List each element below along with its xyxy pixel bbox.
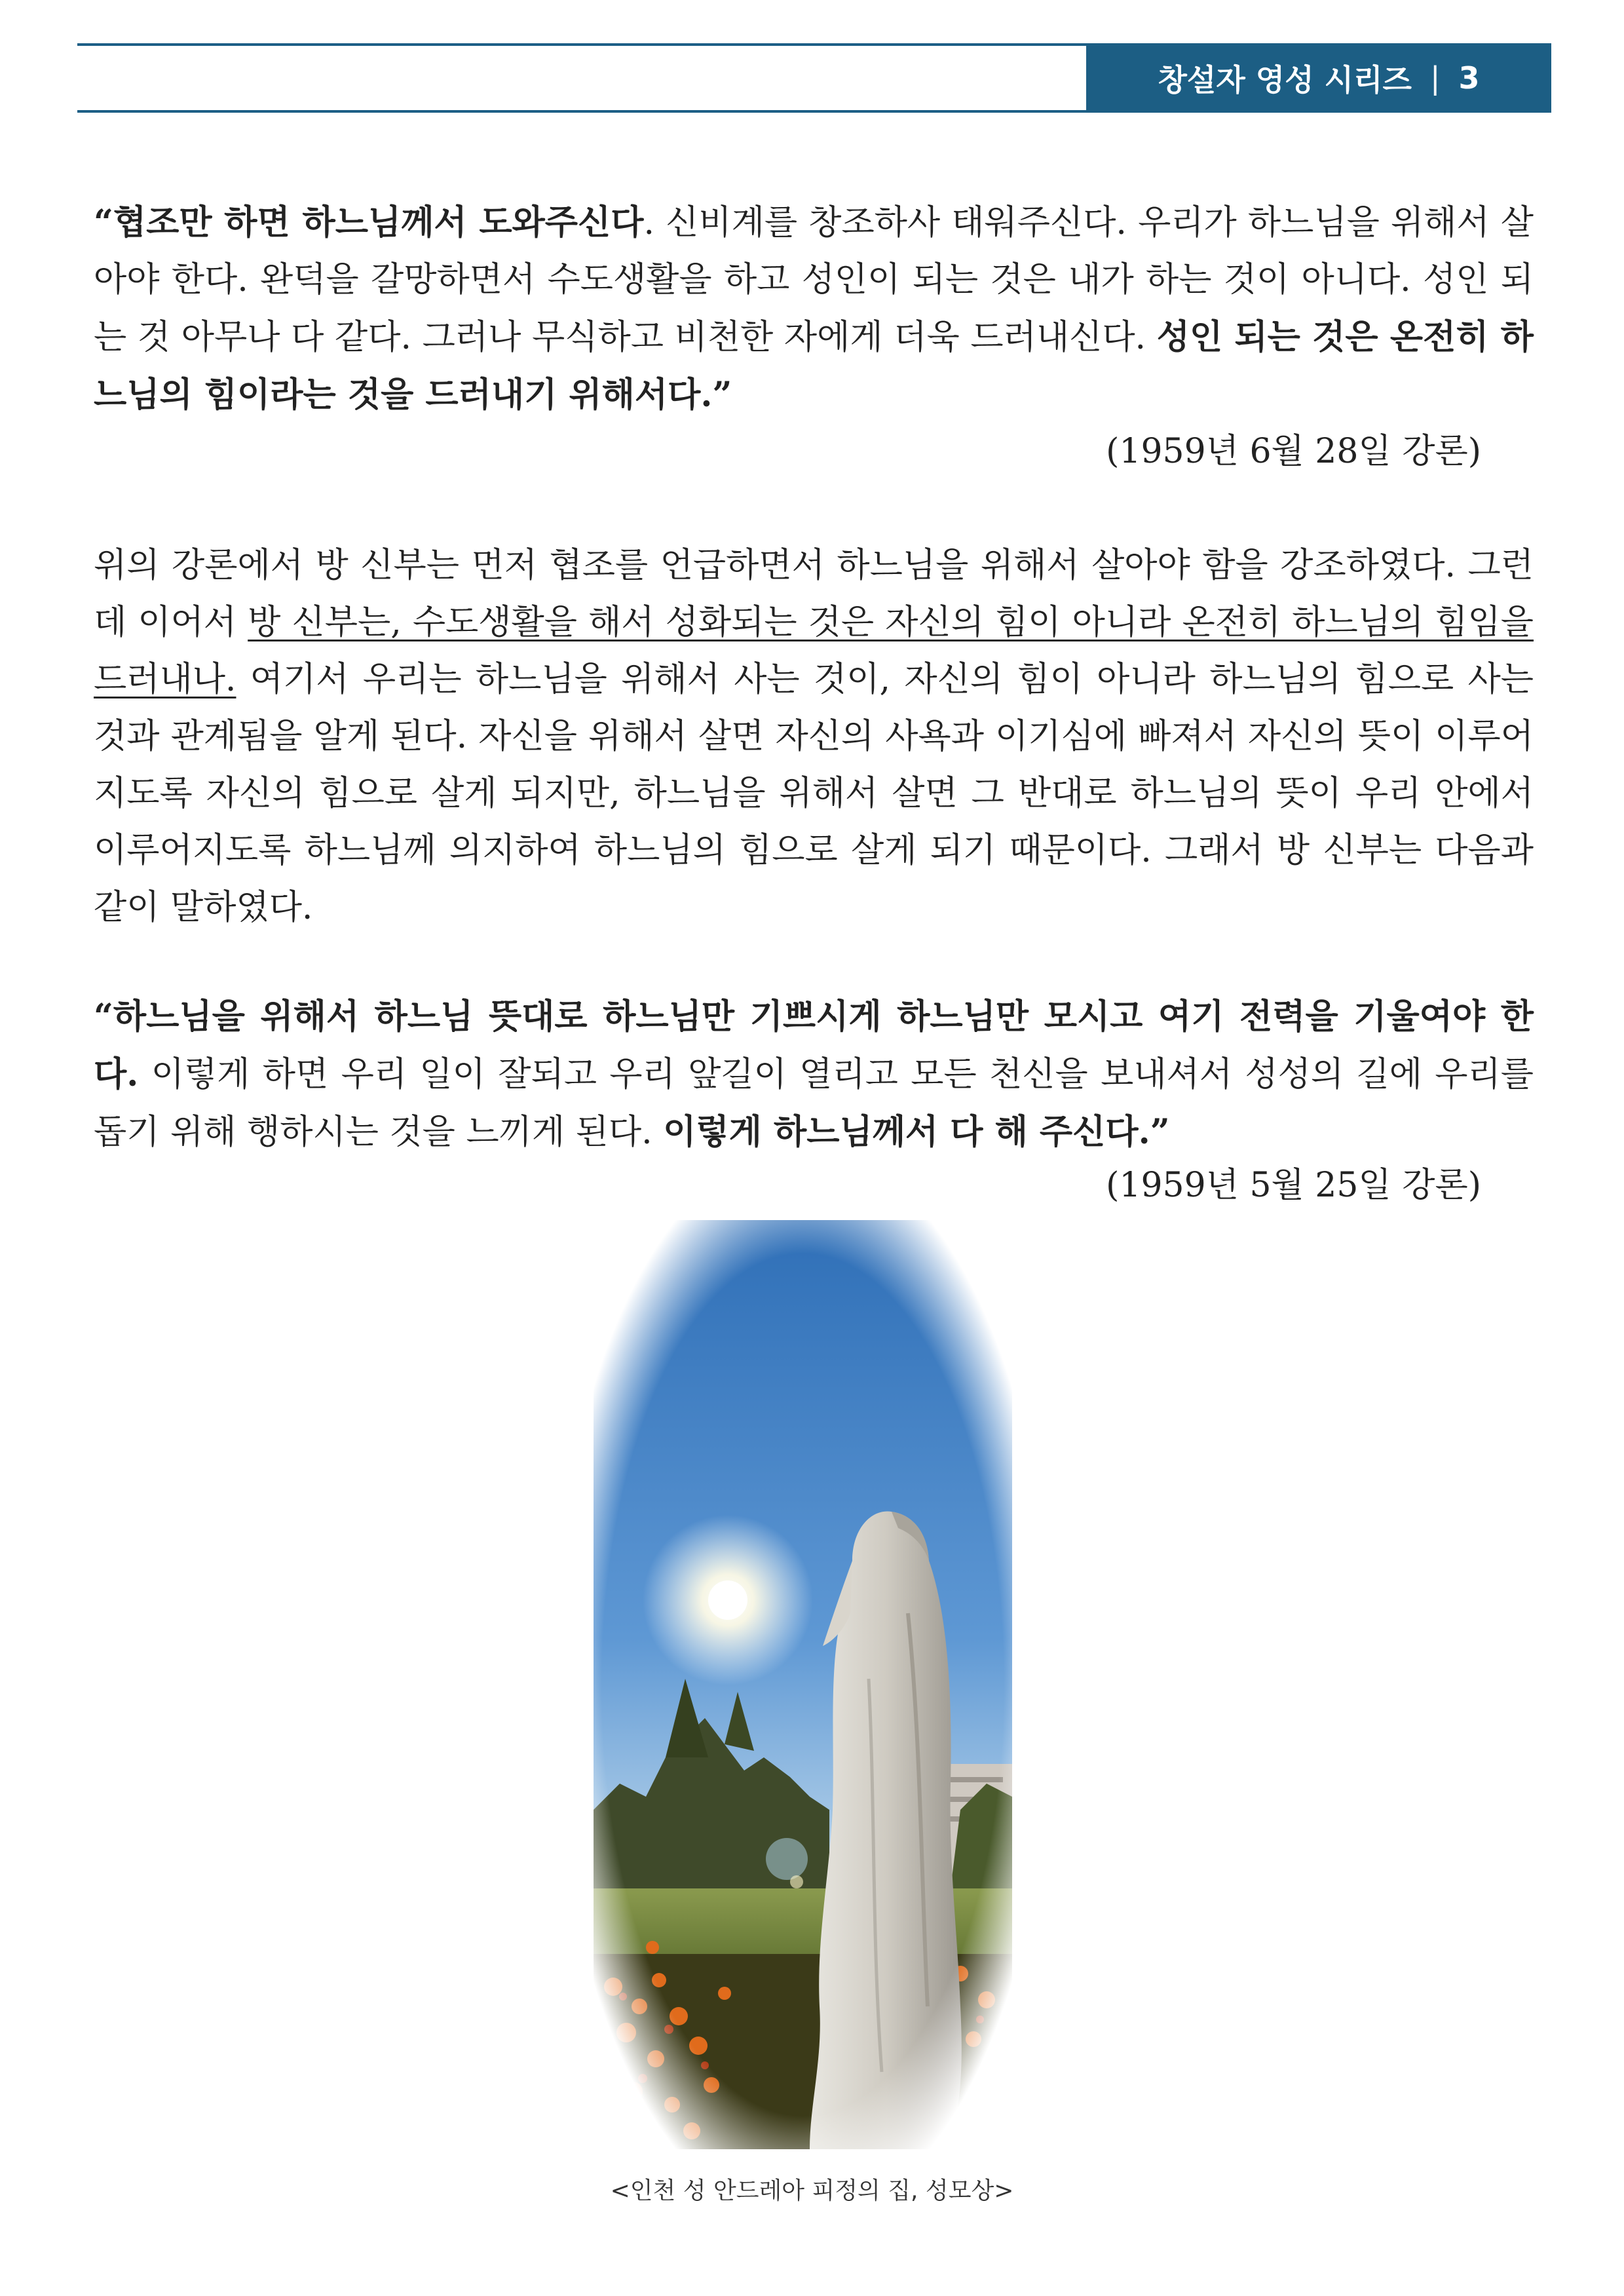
quote-2-citation: (1959년 5월 25일 강론) <box>1106 1166 1481 1205</box>
quote-2-tail: 이렇게 하느님께서 다 해 주신다.” <box>663 1112 1170 1152</box>
commentary-part-2: 여기서 우리는 하느님을 위해서 사는 것이, 자신의 힘이 아니라 하느님의 힘으로 사는 것과 관계됨을 알게 된다. 자신을 위해서 살면 자신의 사욕과 이기심에 빠져서 자신의 뜻이 이루어지도록 자신의 힘으로 살게 되지만, 하느님을 위해서 살면 그 반대로 하느님의 뜻이 우리 안에서 이루어지도록 하느님께 의지하여 하느님의 힘으로 살게 되기 때문이다. 그래서 방 신부는 다음과 같이 말하였다. <box>94 660 1534 927</box>
series-title: 창설자 영성 시리즈 <box>1158 62 1412 98</box>
commentary-underlined: 방 신부는, 수도생활을 해서 성화되는 것은 자신의 힘이 아니라 온전히 하느님의 힘임을 드러내나. <box>94 603 1534 699</box>
quote-1 <box>94 194 1534 424</box>
mary-statue-photo <box>594 1220 1012 2149</box>
page-number: 3 <box>1458 60 1480 96</box>
quote-2-lead: “하느님을 위해서 하느님 뜻대로 하느님만 기쁘시게 하느님만 모시고 여기 전력을 기울여야 한다. <box>94 997 1534 1094</box>
quote-1-citation: (1959년 6월 28일 강론) <box>1106 432 1481 471</box>
commentary-part-1: 위의 강론에서 방 신부는 먼저 협조를 언급하면서 하느님을 위해서 살아야 함을 강조하였다. 그런데 이어서 <box>94 546 1534 642</box>
header-rule-bottom <box>77 110 1089 113</box>
header-separator: | <box>1430 60 1441 96</box>
photo-caption: <인천 성 안드레아 피정의 집, 성모상> <box>610 2177 1014 2204</box>
quote-1-lead: “협조만 하면 하느님께서 도와주신다 <box>94 202 644 242</box>
header-rule-top <box>77 43 1089 46</box>
series-header <box>1086 43 1551 113</box>
quote-1-tail: 성인 되는 것은 온전히 하느님의 힘이라는 것을 드러내기 위해서다.” <box>94 317 1534 415</box>
quote-2 <box>94 988 1534 1161</box>
quote-2-body: 이렇게 하면 우리 일이 잘되고 우리 앞길이 열리고 모든 천신을 보내셔서 성성의 길에 우리를 돕기 위해 행하시는 것을 느끼게 된다. <box>94 1055 1534 1152</box>
commentary-paragraph <box>94 537 1534 936</box>
quote-1-body: . 신비계를 창조하사 태워주신다. 우리가 하느님을 위해서 살아야 한다. 완덕을 갈망하면서 수도생활을 하고 성인이 되는 것은 내가 하는 것이 아니다. 성인 되는 것 아무나 다 같다. 그러나 무식하고 비천한 자에게 더욱 드러내신다. <box>94 203 1534 357</box>
